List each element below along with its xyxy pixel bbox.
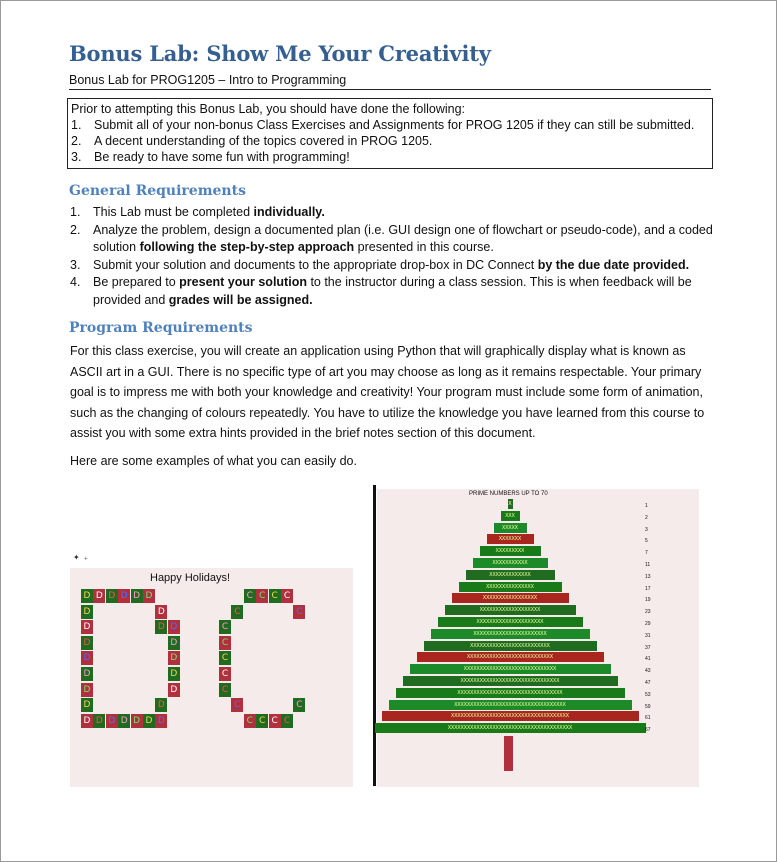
- list-item: 4. Be prepared to present your solution to the instructor during a class session. This is when feedback will be provided and grades will be assigned.: [70, 275, 692, 307]
- examples-line: Here are some examples of what you can easily do.: [70, 454, 357, 468]
- ascii-cell: C: [293, 605, 305, 619]
- ascii-cell: C: [281, 714, 293, 728]
- ascii-cell: C: [244, 589, 256, 603]
- prime-number: 5: [645, 538, 648, 545]
- tree-row: XXXXXXXXXXX: [473, 558, 548, 568]
- ascii-cell: C: [256, 714, 268, 728]
- tree-row: XXXXX: [494, 523, 527, 533]
- prime-number: 61: [645, 715, 651, 722]
- list-item: 2. A decent understanding of the topics covered in PROG 1205.: [71, 134, 433, 148]
- program-paragraph: For this class exercise, you will create an application using Python that will graphically display what is known as ASCII art in a GUI. There is no specific type of art you may choose as long as it remains respectable. Your primary goal is to impress me with both your knowledge and creativity! Your program must include some form of animation, such as the changing of colours repeatedly. You have to utilize the knowledge you have learned from this course to assist you with some extra hints provided in the brief notes section of this document.: [70, 344, 705, 441]
- prime-number: 2: [645, 514, 648, 521]
- prime-number: 13: [645, 573, 651, 580]
- list-item: 1. Submit all of your non-bonus Class Exercises and Assignments for PROG 1205 if they can still be submitted.: [71, 118, 695, 132]
- ascii-cell: C: [244, 714, 256, 728]
- ascii-cell: D: [168, 620, 180, 634]
- ascii-cell: C: [269, 714, 281, 728]
- ascii-cell: D: [81, 698, 93, 712]
- tree-row: XXXXXXX: [487, 534, 534, 544]
- tree-trunk: [504, 736, 513, 771]
- page-subtitle: Bonus Lab for PROG1205 – Intro to Programming: [69, 73, 347, 87]
- ascii-cell: D: [106, 714, 118, 728]
- ascii-cell: C: [231, 698, 243, 712]
- tree-row: XXXXXXXXXXXXX: [466, 570, 555, 580]
- list-item: 1. This Lab must be completed individually.: [70, 205, 325, 219]
- ascii-cell: D: [81, 667, 93, 681]
- list-item: 3. Be ready to have some fun with programming!: [71, 150, 350, 164]
- page-title: Bonus Lab: Show Me Your Creativity: [69, 41, 491, 66]
- ascii-cell: D: [168, 667, 180, 681]
- tree-row: XXXXXXXXXXXXXXXXXXX: [445, 605, 576, 615]
- list-item: 2. Analyze the problem, design a documented plan (i.e. GUI design one of flowchart or pseudo-code), and a coded solution following the step-by-step approach presented in this course.: [70, 222, 713, 254]
- prerequisite-box: [67, 98, 713, 169]
- ascii-cell: D: [155, 714, 167, 728]
- ascii-cell: D: [143, 589, 155, 603]
- ascii-cell: C: [219, 620, 231, 634]
- prime-number: 1: [645, 503, 648, 509]
- ascii-cell: D: [81, 636, 93, 650]
- tree-row: XXXXXXXXXXXXXXXXXXXXXXX: [431, 629, 590, 639]
- tree-row: X: [508, 501, 512, 507]
- ascii-cell: C: [293, 698, 305, 712]
- ascii-cell: C: [219, 683, 231, 697]
- ascii-cell: C: [231, 605, 243, 619]
- ascii-cell: C: [256, 589, 268, 603]
- image-divider: [373, 485, 376, 786]
- ascii-cell: C: [219, 651, 231, 665]
- program-requirements-heading: Program Requirements: [69, 320, 253, 336]
- tree-row: XXXXXXXXXXXXXXX: [459, 582, 562, 592]
- ascii-cell: D: [81, 651, 93, 665]
- ascii-cell: D: [106, 589, 118, 603]
- prime-number: 3: [645, 526, 648, 533]
- ascii-cell: D: [155, 620, 167, 634]
- ascii-cell: C: [219, 636, 231, 650]
- tree-row: XXXXXXXXXXXXXXXXXXXXXXXXX: [424, 641, 597, 651]
- ascii-cell: D: [81, 605, 93, 619]
- tree-row: XXXXXXXXXXXXXXXXX: [452, 593, 569, 603]
- general-requirements-list: [70, 204, 715, 309]
- ascii-cell: D: [81, 683, 93, 697]
- ascii-cell: D: [155, 698, 167, 712]
- ascii-cell: D: [81, 620, 93, 634]
- ascii-cell: C: [281, 589, 293, 603]
- ascii-cell: C: [269, 589, 281, 603]
- prime-number: 53: [645, 691, 651, 698]
- ascii-cell: D: [81, 589, 93, 603]
- tree-title: PRIME NUMBERS UP TO 70: [469, 491, 548, 497]
- prime-number: 29: [645, 621, 651, 627]
- prime-number: 23: [645, 609, 651, 616]
- ascii-cell: C: [219, 667, 231, 681]
- prime-number: 59: [645, 703, 651, 710]
- title-rule: [69, 89, 711, 90]
- ascii-cell: D: [131, 589, 143, 603]
- ascii-cell: D: [118, 714, 130, 728]
- tree-row: XXXXXXXXX: [480, 546, 541, 556]
- ascii-cell: D: [143, 714, 155, 728]
- ascii-cell: D: [168, 651, 180, 665]
- ascii-cell: D: [81, 714, 93, 728]
- prime-number: 47: [645, 680, 651, 686]
- tree-row: XXXXXXXXXXXXXXXXXXXXXXXXXXXXXXXXXXX: [389, 700, 632, 710]
- prime-number: 41: [645, 656, 651, 663]
- prime-number: 11: [645, 562, 651, 568]
- prime-number: 43: [645, 668, 651, 675]
- ascii-cell: D: [155, 605, 167, 619]
- ascii-cell: D: [118, 589, 130, 603]
- list-item: 3. Submit your solution and documents to the appropriate drop-box in DC Connect by the due date provided.: [70, 257, 690, 272]
- prime-number: 7: [645, 550, 648, 557]
- prime-number: 31: [645, 632, 651, 639]
- ascii-cell: D: [93, 589, 105, 603]
- prime-number: 17: [645, 585, 651, 592]
- tree-row: XXXXXXXXXXXXXXXXXXXXXXXXXXXXXXXXX: [396, 688, 625, 698]
- ascii-cell: D: [168, 683, 180, 697]
- prime-number: 19: [645, 597, 651, 604]
- tree-row: XXXXXXXXXXXXXXXXXXXXXXXXXXXXXXX: [403, 676, 618, 686]
- tree-row: XXX: [501, 511, 520, 521]
- happy-holidays-caption: Happy Holidays!: [150, 572, 231, 584]
- prereq-intro: Prior to attempting this Bonus Lab, you should have done the following:: [71, 102, 466, 116]
- tree-row: XXXXXXXXXXXXXXXXXXXXX: [438, 617, 583, 627]
- tree-row: XXXXXXXXXXXXXXXXXXXXXXXXXXX: [417, 652, 604, 662]
- tree-row: XXXXXXXXXXXXXXXXXXXXXXXXXXXXXXXXXXXXXXX: [375, 723, 646, 733]
- stray-marks: ✦ ﹢: [73, 553, 90, 562]
- tree-row: XXXXXXXXXXXXXXXXXXXXXXXXXXXXX: [410, 664, 611, 674]
- ascii-cell: D: [131, 714, 143, 728]
- ascii-cell: D: [168, 636, 180, 650]
- tree-row: XXXXXXXXXXXXXXXXXXXXXXXXXXXXXXXXXXXXX: [382, 711, 639, 721]
- prime-number: 67: [645, 727, 651, 734]
- general-requirements-heading: General Requirements: [69, 183, 246, 199]
- ascii-cell: D: [93, 714, 105, 728]
- prime-number: 37: [645, 644, 651, 651]
